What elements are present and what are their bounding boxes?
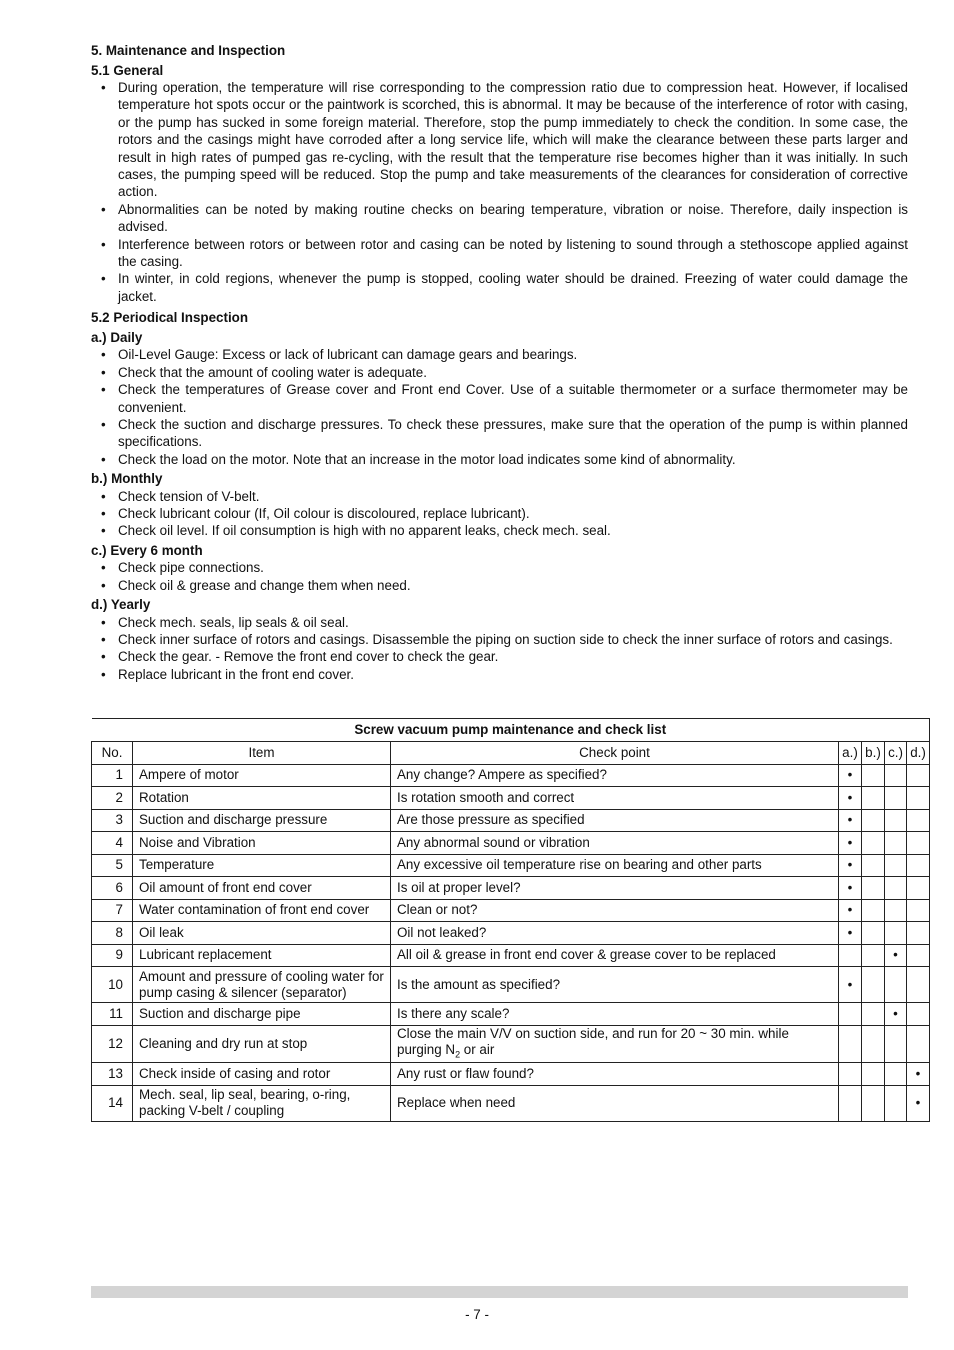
row-item: Temperature xyxy=(133,854,391,877)
daily-heading: a.) Daily xyxy=(91,329,143,345)
row-check-point: Clean or not? xyxy=(391,899,839,922)
row-check-point: Any rust or flaw found? xyxy=(391,1063,839,1086)
row-check-point: Replace when need xyxy=(391,1085,839,1121)
row-mark-a xyxy=(839,922,862,945)
check-mark: • xyxy=(847,767,853,783)
row-mark-d xyxy=(907,922,930,945)
check-mark: • xyxy=(847,902,853,918)
list-item: • Check tension of V-belt. xyxy=(91,488,908,505)
row-item: Amount and pressure of cooling water for pump casing & silencer (separator) xyxy=(133,967,391,1003)
row-mark-a xyxy=(839,877,862,900)
check-mark: • xyxy=(847,812,853,828)
list-item: • Check the gear. - Remove the front end cover to check the gear. xyxy=(91,648,908,665)
row-number: 13 xyxy=(92,1063,133,1086)
table-row xyxy=(92,832,930,855)
list-item: • Check oil level. If oil consumption is high with no apparent leaks, check mech. seal. xyxy=(91,522,908,539)
list-item: • In winter, in cold regions, whenever the pump is stopped, cooling water should be drained. Freezing of water could damage the jacket. xyxy=(91,270,908,305)
row-item: Suction and discharge pressure xyxy=(133,809,391,832)
check-mark: • xyxy=(893,947,898,963)
row-mark-b xyxy=(862,899,885,922)
row-mark-a xyxy=(839,967,862,1003)
table-row xyxy=(92,922,930,945)
row-number: 2 xyxy=(92,787,133,810)
daily-list xyxy=(91,346,908,468)
header-d: d.) xyxy=(907,742,930,765)
table-body xyxy=(92,764,930,1121)
table-row xyxy=(92,899,930,922)
table-title: Screw vacuum pump maintenance and check list xyxy=(92,719,930,742)
row-item: Ampere of motor xyxy=(133,764,391,787)
row-check-point: Are those pressure as specified xyxy=(391,809,839,832)
row-mark-c xyxy=(885,764,907,787)
row-number: 3 xyxy=(92,809,133,832)
check-mark: • xyxy=(915,1065,921,1081)
list-item: • Replace lubricant in the front end cover. xyxy=(91,666,908,683)
table-row xyxy=(92,1025,930,1063)
list-item: • Check lubricant colour (If, Oil colour is discoloured, replace lubricant). xyxy=(91,505,908,522)
row-mark-d xyxy=(907,809,930,832)
row-mark-a xyxy=(839,832,862,855)
row-mark-a xyxy=(839,854,862,877)
row-item: Water contamination of front end cover xyxy=(133,899,391,922)
row-mark-b xyxy=(862,944,885,967)
table-row xyxy=(92,1063,930,1086)
row-mark-a xyxy=(839,1063,862,1086)
footer-bar xyxy=(91,1286,908,1298)
row-mark-b xyxy=(862,1003,885,1026)
row-number: 4 xyxy=(92,832,133,855)
row-mark-d xyxy=(907,832,930,855)
check-mark: • xyxy=(847,879,853,895)
row-mark-c xyxy=(885,787,907,810)
row-number: 6 xyxy=(92,877,133,900)
table-row xyxy=(92,877,930,900)
row-mark-d xyxy=(907,967,930,1003)
row-mark-c xyxy=(885,944,907,967)
list-item: • Check inner surface of rotors and casings. Disassemble the piping on suction side to check the inner surface of rotors and casings. xyxy=(91,631,908,648)
check-mark: • xyxy=(847,857,853,873)
table-row xyxy=(92,1003,930,1026)
row-item: Lubricant replacement xyxy=(133,944,391,967)
check-mark: • xyxy=(915,1095,921,1111)
list-item: • Check the temperatures of Grease cover and Front end Cover. Use of a suitable thermometer or a surface thermometer may be convenient. xyxy=(91,381,908,416)
row-mark-b xyxy=(862,764,885,787)
maintenance-checklist-table xyxy=(91,718,930,1122)
row-mark-b xyxy=(862,854,885,877)
row-number: 14 xyxy=(92,1085,133,1121)
table-row xyxy=(92,787,930,810)
row-item: Suction and discharge pipe xyxy=(133,1003,391,1026)
row-check-point: Oil not leaked? xyxy=(391,922,839,945)
page-number: - 7 - xyxy=(465,1307,489,1322)
row-item: Rotation xyxy=(133,787,391,810)
table-row xyxy=(92,764,930,787)
row-mark-a xyxy=(839,1003,862,1026)
row-mark-a xyxy=(839,899,862,922)
row-mark-c xyxy=(885,809,907,832)
row-item: Noise and Vibration xyxy=(133,832,391,855)
yearly-list xyxy=(91,614,908,684)
row-item: Mech. seal, lip seal, bearing, o-ring, packing V-belt / coupling xyxy=(133,1085,391,1121)
row-mark-c xyxy=(885,854,907,877)
row-check-point: Close the main V/V on suction side, and run for 20 ~ 30 min. while purging $N_2$ or air xyxy=(391,1025,839,1063)
general-heading: 5.1 General xyxy=(91,62,164,78)
row-number: 8 xyxy=(92,922,133,945)
table-row xyxy=(92,967,930,1003)
row-check-point: Is there any scale? xyxy=(391,1003,839,1026)
row-check-point: Any excessive oil temperature rise on bearing and other parts xyxy=(391,854,839,877)
general-list xyxy=(91,79,908,305)
page-content xyxy=(91,42,908,683)
row-mark-a xyxy=(839,1025,862,1063)
row-number: 10 xyxy=(92,967,133,1003)
list-item: • During operation, the temperature will rise corresponding to the compression ratio due to compression heat. However, if localised temperature hot spots occur or the paintwork is scorched, this is abnormal. It may be because of the interference of rotor with casing, or the pump has sucked in some foreign material. Therefore, stop the pump immediately to check the condition. In some case, the rotors and the casings might have corroded after a long service life, which will make the clearance between these parts larger and result in high rates of pumped gas re-cycling, with the result that the temperature rise becomes higher than it was initially. In such cases, the pumping speed will be reduced. Stop the pump and take measurements of the clearances for consideration of corrective action. xyxy=(91,79,908,201)
list-item: • Check that the amount of cooling water is adequate. xyxy=(91,364,908,381)
periodical-heading: 5.2 Periodical Inspection xyxy=(91,310,249,326)
monthly-heading: b.) Monthly xyxy=(91,471,163,487)
row-mark-c xyxy=(885,899,907,922)
row-check-point: All oil & grease in front end cover & grease cover to be replaced xyxy=(391,944,839,967)
row-mark-d xyxy=(907,854,930,877)
row-number: 11 xyxy=(92,1003,133,1026)
row-mark-b xyxy=(862,967,885,1003)
row-mark-c xyxy=(885,1025,907,1063)
row-check-point: Is rotation smooth and correct xyxy=(391,787,839,810)
list-item: • Oil-Level Gauge: Excess or lack of lubricant can damage gears and bearings. xyxy=(91,346,908,363)
header-c: c.) xyxy=(885,742,907,765)
yearly-heading: d.) Yearly xyxy=(91,597,151,613)
row-mark-d xyxy=(907,877,930,900)
header-item: Item xyxy=(133,742,391,765)
row-mark-c xyxy=(885,877,907,900)
list-item: • Check mech. seals, lip seals & oil seal. xyxy=(91,614,908,631)
row-mark-b xyxy=(862,922,885,945)
row-check-point: Any change? Ampere as specified? xyxy=(391,764,839,787)
row-mark-d xyxy=(907,1085,930,1121)
row-mark-b xyxy=(862,787,885,810)
row-item: Oil leak xyxy=(133,922,391,945)
row-item: Oil amount of front end cover xyxy=(133,877,391,900)
row-mark-b xyxy=(862,809,885,832)
list-item: • Check the load on the motor. Note that an increase in the motor load indicates some kind of abnormality. xyxy=(91,451,908,468)
list-item: • Check the suction and discharge pressures. To check these pressures, make sure that the operation of the pump is within planned specifications. xyxy=(91,416,908,451)
row-mark-a xyxy=(839,787,862,810)
row-number: 1 xyxy=(92,764,133,787)
list-item: • Check pipe connections. xyxy=(91,559,908,576)
row-number: 7 xyxy=(92,899,133,922)
row-mark-a xyxy=(839,764,862,787)
table-row xyxy=(92,809,930,832)
row-number: 12 xyxy=(92,1025,133,1063)
row-mark-c xyxy=(885,1085,907,1121)
row-mark-b xyxy=(862,877,885,900)
row-number: 5 xyxy=(92,854,133,877)
header-b: b.) xyxy=(862,742,885,765)
row-mark-c xyxy=(885,967,907,1003)
row-mark-d xyxy=(907,764,930,787)
row-mark-a xyxy=(839,809,862,832)
table-row xyxy=(92,854,930,877)
row-mark-c xyxy=(885,832,907,855)
six-month-heading: c.) Every 6 month xyxy=(91,542,203,558)
list-item: • Abnormalities can be noted by making routine checks on bearing temperature, vibration or noise. Therefore, daily inspection is advised. xyxy=(91,201,908,236)
row-mark-d xyxy=(907,899,930,922)
row-number: 9 xyxy=(92,944,133,967)
row-check-point: Is oil at proper level? xyxy=(391,877,839,900)
row-item: Cleaning and dry run at stop xyxy=(133,1025,391,1063)
section-title: 5. Maintenance and Inspection xyxy=(91,43,286,58)
check-mark: • xyxy=(847,834,853,850)
row-mark-d xyxy=(907,787,930,810)
row-mark-b xyxy=(862,1025,885,1063)
check-mark: • xyxy=(847,789,853,805)
row-mark-a xyxy=(839,944,862,967)
table-header-row xyxy=(92,742,930,765)
header-a: a.) xyxy=(839,742,862,765)
header-check-point: Check point xyxy=(391,742,839,765)
table-row xyxy=(92,944,930,967)
six-month-list xyxy=(91,559,908,594)
table-row xyxy=(92,1085,930,1121)
check-mark: • xyxy=(847,976,853,992)
check-mark: • xyxy=(847,924,853,940)
monthly-list xyxy=(91,488,908,540)
row-mark-c xyxy=(885,922,907,945)
row-mark-d xyxy=(907,1063,930,1086)
header-no: No. xyxy=(92,742,133,765)
check-mark: • xyxy=(893,1005,898,1021)
list-item: • Interference between rotors or between rotor and casing can be noted by listening to sound through a stethoscope applied against the casing. xyxy=(91,236,908,271)
row-mark-c xyxy=(885,1003,907,1026)
row-mark-b xyxy=(862,1063,885,1086)
row-mark-a xyxy=(839,1085,862,1121)
row-check-point: Is the amount as specified? xyxy=(391,967,839,1003)
row-mark-d xyxy=(907,1025,930,1063)
row-mark-b xyxy=(862,832,885,855)
row-check-point: Any abnormal sound or vibration xyxy=(391,832,839,855)
row-mark-b xyxy=(862,1085,885,1121)
row-mark-d xyxy=(907,1003,930,1026)
list-item: • Check oil & grease and change them when need. xyxy=(91,577,908,594)
row-mark-c xyxy=(885,1063,907,1086)
row-item: Check inside of casing and rotor xyxy=(133,1063,391,1086)
row-mark-d xyxy=(907,944,930,967)
